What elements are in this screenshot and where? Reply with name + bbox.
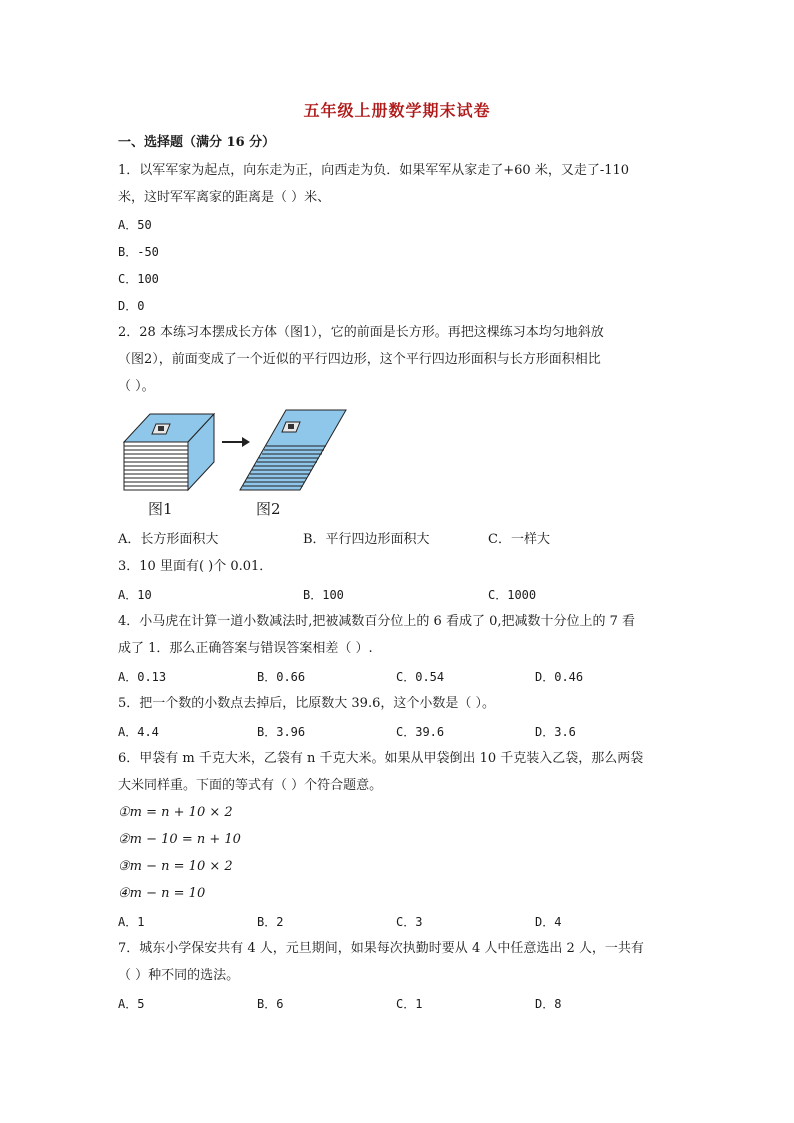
q4-stem-line1: 4．小马虎在计算一道小数减法时,把被减数百分位上的 6 看成了 0,把减数十分位上的 7 看 xyxy=(118,614,636,629)
q7-option-b: B．6 xyxy=(257,997,284,1011)
notebook-stack-box xyxy=(124,414,214,490)
q2-option-c: C．一样大 xyxy=(488,532,550,547)
q5-option-a: A．4.4 xyxy=(118,725,159,739)
q6-equation-3: ③m − n = 10 × 2 xyxy=(118,859,233,874)
page-title: 五年级上册数学期末试卷 xyxy=(303,101,491,120)
q2-stem-line1: 2．28 本练习本摆成长方体（图1），它的前面是长方形。再把这棵练习本均匀地斜放 xyxy=(118,325,604,340)
q2-option-a: A．长方形面积大 xyxy=(118,532,219,547)
q6-option-a: A．1 xyxy=(118,915,145,929)
q6-stem-line2: 大米同样重。下面的等式有（ ）个符合题意。 xyxy=(118,778,383,793)
arrow-icon xyxy=(222,437,250,447)
q7-option-d: D．8 xyxy=(535,997,562,1011)
q1-stem-line2: 米，这时军军离家的距离是（ ）米、 xyxy=(118,190,331,205)
q1-option-d: D．0 xyxy=(118,299,145,313)
q6-option-d: D．4 xyxy=(535,915,562,929)
q6-equation-2: ②m − 10 = n + 10 xyxy=(118,832,241,847)
q1-option-c: C．100 xyxy=(118,272,159,286)
q7-option-a: A．5 xyxy=(118,997,145,1011)
q5-option-c: C．39.6 xyxy=(396,725,445,739)
q3-stem: 3．10 里面有( )个 0.01． xyxy=(118,559,273,574)
q3-option-b: B．100 xyxy=(303,588,344,602)
q6-equation-1: ①m = n + 10 × 2 xyxy=(118,805,233,820)
figure-2-label: 图2 xyxy=(256,500,281,518)
q3-option-c: C．1000 xyxy=(488,588,537,602)
q4-option-c: C．0.54 xyxy=(396,670,445,684)
q1-option-a: A．50 xyxy=(118,218,152,232)
q5-option-d: D．3.6 xyxy=(535,725,576,739)
q1-option-b: B．-50 xyxy=(118,245,159,259)
section-heading: 一、选择题（满分 16 分） xyxy=(118,135,276,150)
q3-option-a: A．10 xyxy=(118,588,152,602)
q2-stem-line3: （ ）。 xyxy=(118,379,155,394)
q4-option-a: A．0.13 xyxy=(118,670,167,684)
q4-option-d: D．0.46 xyxy=(535,670,584,684)
q6-option-c: C．3 xyxy=(396,915,423,929)
q7-stem-line1: 7．城东小学保安共有 4 人，元旦期间，如果每次执勤时要从 4 人中任意选出 2 人，一共有 xyxy=(118,941,644,956)
q6-equation-4: ④m − n = 10 xyxy=(118,886,206,901)
q5-stem: 5．把一个数的小数点去掉后，比原数大 39.6，这个小数是（ ）。 xyxy=(118,696,495,711)
q2-stem-line2: （图2），前面变成了一个近似的平行四边形，这个平行四边形面积与长方形面积相比 xyxy=(118,352,601,367)
q1-stem-line1: 1．以军军家为起点，向东走为正，向西走为负．如果军军从家走了+60 米，又走了-110 xyxy=(118,163,630,178)
q6-stem-line1: 6．甲袋有 m 千克大米，乙袋有 n 千克大米。如果从甲袋倒出 10 千克装入乙袋，那么两袋 xyxy=(118,751,644,766)
q4-option-b: B．0.66 xyxy=(257,670,306,684)
q5-option-b: B．3.96 xyxy=(257,725,306,739)
q2-figure xyxy=(118,402,358,524)
q2-option-b: B．平行四边形面积大 xyxy=(303,532,430,547)
q4-stem-line2: 成了 1．那么正确答案与错误答案相差（ ）. xyxy=(118,641,373,656)
q7-option-c: C．1 xyxy=(396,997,423,1011)
q6-option-b: B．2 xyxy=(257,915,284,929)
notebook-stack-slanted xyxy=(240,410,346,490)
q7-stem-line2: （ ）种不同的选法。 xyxy=(118,968,240,983)
figure-1-label: 图1 xyxy=(148,500,173,518)
q2-figure-drawing xyxy=(118,402,358,492)
